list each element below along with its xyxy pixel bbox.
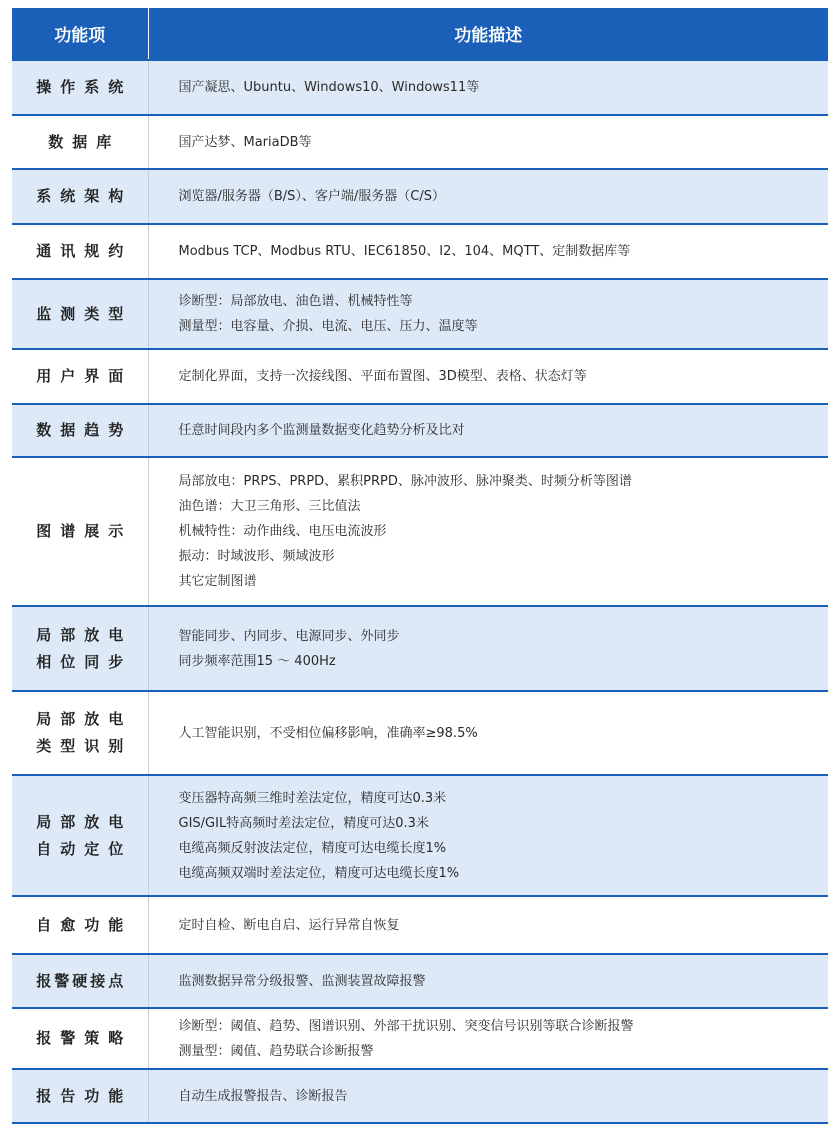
feature-name: 通讯规约 [36, 242, 133, 260]
table-row [12, 115, 828, 169]
header-feature: 功能项 [12, 8, 148, 60]
header-description: 功能描述 [148, 8, 828, 60]
feature-description: 电缆高频反射波法定位，精度可达电缆长度1% [178, 840, 447, 856]
feature-description-cell [148, 896, 828, 954]
feature-description-cell [148, 115, 828, 169]
feature-name-cell [12, 169, 148, 224]
feature-name-cell [12, 954, 148, 1008]
feature-name: 局部放电 [36, 812, 133, 831]
feature-description: 机械特性：动作曲线、电压电流波形 [178, 524, 387, 539]
feature-name: 数据库 [48, 132, 121, 151]
table-row [12, 404, 828, 457]
feature-description-cell [148, 404, 828, 457]
feature-description: 自动生成报警报告、诊断报告 [178, 1088, 348, 1104]
feature-name-cell [12, 279, 148, 349]
feature-name-cell [12, 115, 148, 169]
table-row [12, 60, 828, 115]
feature-name: 数据趋势 [36, 421, 133, 439]
feature-name: 报警策略 [36, 1029, 133, 1047]
feature-name: 报告功能 [36, 1086, 133, 1105]
feature-description-cell [148, 1008, 828, 1069]
feature-name: 报警硬接点 [36, 971, 127, 990]
spec-table [12, 8, 828, 1124]
feature-description: 浏览器/服务器（B/S）、客户端/服务器（C/S） [178, 189, 446, 204]
feature-name: 局部放电 [36, 710, 133, 728]
feature-description: 测量型：电容量、介损、电流、电压、压力、温度等 [178, 319, 478, 334]
feature-name-cell [12, 349, 148, 404]
table-row [12, 169, 828, 224]
feature-description: 国产凝思、Ubuntu、Windows10、Windows11等 [178, 80, 480, 95]
feature-description: 局部放电：PRPS、PRPD、累积PRPD、脉冲波形、脉冲聚类、时频分析等图谱 [178, 474, 632, 489]
header-row [12, 8, 828, 60]
feature-description-cell [148, 169, 828, 224]
feature-description: 监测数据异常分级报警、监测装置故障报警 [178, 973, 426, 989]
spec-body [12, 60, 828, 1123]
feature-description: GIS/GIL特高频时差法定位，精度可达0.3米 [178, 815, 429, 831]
feature-name: 图谱展示 [36, 522, 133, 540]
table-row [12, 606, 828, 691]
feature-description: Modbus TCP、Modbus RTU、IEC61850、I2、104、MQTT、定制数据库等 [178, 244, 631, 259]
table-row [12, 1008, 828, 1069]
feature-description: 同步频率范围15 ～ 400Hz [178, 653, 336, 669]
feature-description-cell [148, 224, 828, 279]
feature-description: 定制化界面，支持一次接线图、平面布置图、3D模型、表格、状态灯等 [178, 369, 587, 384]
feature-description-cell [148, 691, 828, 775]
feature-name: 用户界面 [36, 367, 133, 385]
feature-name: 相位同步 [36, 652, 133, 671]
feature-description: 变压器特高频三维时差法定位，精度可达0.3米 [178, 790, 447, 806]
feature-name-cell [12, 404, 148, 457]
feature-name: 操作系统 [36, 78, 133, 96]
feature-description: 智能同步、内同步、电源同步、外同步 [178, 628, 400, 644]
feature-name: 监测类型 [36, 304, 133, 323]
feature-description-cell [148, 775, 828, 896]
feature-description-cell [148, 606, 828, 691]
feature-description: 油色谱：大卫三角形、三比值法 [178, 499, 361, 514]
feature-description-cell [148, 60, 828, 115]
feature-name-cell [12, 457, 148, 606]
feature-description-cell [148, 1069, 828, 1123]
feature-description-cell [148, 349, 828, 404]
feature-description: 其它定制图谱 [178, 574, 257, 589]
feature-description: 电缆高频双端时差法定位，精度可达电缆长度1% [178, 865, 460, 881]
feature-name: 自动定位 [36, 839, 133, 858]
table-row [12, 1069, 828, 1123]
feature-description: 诊断型：阈值、趋势、图谱识别、外部干扰识别、突变信号识别等联合诊断报警 [178, 1018, 634, 1034]
table-row [12, 691, 828, 775]
table-row [12, 896, 828, 954]
table-row [12, 349, 828, 404]
feature-name: 自愈功能 [36, 915, 133, 934]
feature-name-cell [12, 1008, 148, 1069]
feature-description: 定时自检、断电自启、运行异常自恢复 [178, 917, 400, 933]
feature-name-cell [12, 606, 148, 691]
feature-description-cell [148, 954, 828, 1008]
feature-description: 测量型：阈值、趋势联合诊断报警 [178, 1043, 374, 1059]
table-row [12, 954, 828, 1008]
feature-name-cell [12, 691, 148, 775]
feature-name: 类型识别 [36, 737, 133, 755]
feature-name: 系统架构 [36, 187, 133, 205]
table-row [12, 457, 828, 606]
feature-description: 国产达梦、MariaDB等 [178, 134, 312, 150]
feature-description: 人工智能识别，不受相位偏移影响，准确率≥98.5% [178, 725, 478, 741]
feature-description: 振动：时域波形、频域波形 [178, 549, 335, 564]
table-row [12, 224, 828, 279]
feature-name: 局部放电 [36, 625, 133, 644]
feature-name-cell [12, 775, 148, 896]
feature-description-cell [148, 457, 828, 606]
feature-name-cell [12, 896, 148, 954]
feature-name-cell [12, 224, 148, 279]
feature-description: 任意时间段内多个监测量数据变化趋势分析及比对 [178, 423, 465, 438]
table-row [12, 775, 828, 896]
feature-description-cell [148, 279, 828, 349]
feature-description: 诊断型：局部放电、油色谱、机械特性等 [178, 294, 413, 309]
feature-name-cell [12, 1069, 148, 1123]
table-row [12, 279, 828, 349]
feature-name-cell [12, 60, 148, 115]
